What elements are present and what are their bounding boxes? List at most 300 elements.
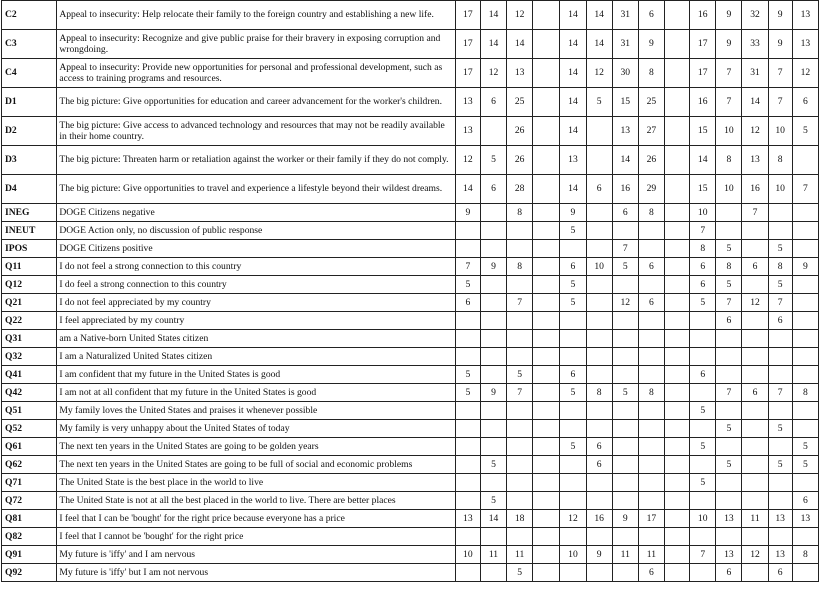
table-row (2, 492, 819, 510)
value-cell: 5 (480, 492, 506, 510)
row-description: I am not at all confident that my future in the United States is good (57, 384, 455, 402)
value-cell: 8 (768, 258, 792, 276)
value-cell (665, 492, 690, 510)
value-cell: 13 (455, 117, 480, 146)
value-cell: 8 (716, 258, 742, 276)
value-cell (612, 420, 638, 438)
value-cell (665, 88, 690, 117)
value-cell: 31 (612, 1, 638, 30)
value-cell (665, 222, 690, 240)
value-cell: 6 (792, 492, 818, 510)
value-cell (638, 222, 664, 240)
value-cell: 10 (768, 175, 792, 204)
value-cell (533, 204, 560, 222)
value-cell (665, 240, 690, 258)
value-cell (638, 402, 664, 420)
value-cell: 9 (638, 30, 664, 59)
row-description: I feel that I cannot be 'bought' for the right price (57, 528, 455, 546)
row-description: My future is 'iffy' but I am not nervous (57, 564, 455, 582)
value-cell (455, 312, 480, 330)
value-cell (533, 402, 560, 420)
value-cell (586, 240, 612, 258)
value-cell (742, 564, 768, 582)
value-cell (716, 330, 742, 348)
table-row (2, 438, 819, 456)
value-cell: 5 (716, 240, 742, 258)
value-cell: 11 (742, 510, 768, 528)
value-cell (665, 348, 690, 366)
table-row (2, 420, 819, 438)
row-description: Appeal to insecurity: Help relocate their family to the foreign country and establishing a new life. (57, 1, 455, 30)
value-cell (586, 474, 612, 492)
value-cell: 10 (716, 175, 742, 204)
value-cell (560, 492, 586, 510)
value-cell (716, 402, 742, 420)
value-cell (768, 348, 792, 366)
row-description: am a Native-born United States citizen (57, 330, 455, 348)
value-cell (586, 528, 612, 546)
value-cell: 13 (716, 510, 742, 528)
value-cell (742, 438, 768, 456)
table-row (2, 276, 819, 294)
value-cell (690, 312, 716, 330)
value-cell: 6 (638, 1, 664, 30)
value-cell: 6 (455, 294, 480, 312)
row-code: Q21 (2, 294, 57, 312)
value-cell (480, 402, 506, 420)
table-body (2, 1, 819, 582)
value-cell: 12 (586, 59, 612, 88)
value-cell: 6 (480, 175, 506, 204)
value-cell (560, 420, 586, 438)
table-row (2, 1, 819, 30)
row-description: The big picture: Threaten harm or retaliation against the worker or their family if they do not comply. (57, 146, 455, 175)
value-cell: 5 (792, 438, 818, 456)
value-cell: 7 (690, 546, 716, 564)
value-cell (533, 1, 560, 30)
value-cell (507, 474, 533, 492)
value-cell: 5 (455, 276, 480, 294)
value-cell (690, 492, 716, 510)
value-cell: 26 (638, 146, 664, 175)
value-cell (533, 384, 560, 402)
value-cell: 13 (792, 510, 818, 528)
value-cell (716, 204, 742, 222)
value-cell (455, 420, 480, 438)
row-code: D1 (2, 88, 57, 117)
value-cell (560, 240, 586, 258)
value-cell: 16 (742, 175, 768, 204)
value-cell: 8 (792, 384, 818, 402)
value-cell: 7 (742, 204, 768, 222)
value-cell (480, 366, 506, 384)
value-cell (533, 492, 560, 510)
value-cell: 12 (742, 117, 768, 146)
value-cell: 6 (690, 276, 716, 294)
value-cell (742, 348, 768, 366)
value-cell: 5 (690, 474, 716, 492)
value-cell (480, 276, 506, 294)
value-cell (480, 117, 506, 146)
value-cell: 6 (586, 438, 612, 456)
value-cell: 9 (716, 30, 742, 59)
table-row (2, 312, 819, 330)
row-description: I do not feel a strong connection to this country (57, 258, 455, 276)
value-cell (455, 492, 480, 510)
value-cell (533, 146, 560, 175)
value-cell: 15 (690, 175, 716, 204)
value-cell (665, 546, 690, 564)
value-cell (792, 312, 818, 330)
row-code: Q72 (2, 492, 57, 510)
value-cell: 9 (455, 204, 480, 222)
value-cell (768, 222, 792, 240)
value-cell: 6 (586, 456, 612, 474)
value-cell: 10 (560, 546, 586, 564)
row-code: INEUT (2, 222, 57, 240)
value-cell: 5 (455, 366, 480, 384)
value-cell (665, 276, 690, 294)
value-cell (638, 492, 664, 510)
value-cell: 13 (742, 146, 768, 175)
value-cell (638, 312, 664, 330)
value-cell: 12 (507, 1, 533, 30)
value-cell (792, 528, 818, 546)
value-cell: 17 (455, 30, 480, 59)
value-cell: 16 (612, 175, 638, 204)
value-cell (665, 294, 690, 312)
value-cell: 8 (716, 146, 742, 175)
value-cell (665, 1, 690, 30)
value-cell (665, 528, 690, 546)
value-cell: 6 (612, 204, 638, 222)
value-cell: 7 (792, 175, 818, 204)
value-cell: 7 (507, 294, 533, 312)
row-code: Q71 (2, 474, 57, 492)
value-cell: 6 (690, 366, 716, 384)
value-cell (665, 175, 690, 204)
value-cell (742, 456, 768, 474)
value-cell (586, 366, 612, 384)
value-cell (560, 312, 586, 330)
value-cell: 14 (480, 1, 506, 30)
value-cell (533, 348, 560, 366)
value-cell (768, 528, 792, 546)
value-cell: 5 (560, 438, 586, 456)
value-cell (742, 366, 768, 384)
value-cell (586, 420, 612, 438)
value-cell: 5 (507, 366, 533, 384)
value-cell (560, 402, 586, 420)
value-cell (533, 510, 560, 528)
value-cell: 5 (560, 276, 586, 294)
value-cell: 8 (768, 146, 792, 175)
value-cell (742, 240, 768, 258)
value-cell: 5 (792, 456, 818, 474)
value-cell: 5 (612, 258, 638, 276)
row-description: DOGE Citizens positive (57, 240, 455, 258)
table-row (2, 146, 819, 175)
value-cell (533, 366, 560, 384)
value-cell: 5 (586, 88, 612, 117)
value-cell (586, 146, 612, 175)
value-cell: 5 (768, 240, 792, 258)
value-cell (665, 384, 690, 402)
value-cell: 6 (742, 258, 768, 276)
value-cell (560, 528, 586, 546)
value-cell: 17 (690, 59, 716, 88)
value-cell: 5 (768, 456, 792, 474)
row-code: Q32 (2, 348, 57, 366)
value-cell: 6 (480, 88, 506, 117)
value-cell: 9 (792, 258, 818, 276)
row-description: My future is 'iffy' and I am nervous (57, 546, 455, 564)
value-cell (638, 528, 664, 546)
value-cell (665, 456, 690, 474)
value-cell: 9 (560, 204, 586, 222)
value-cell (533, 456, 560, 474)
value-cell: 12 (612, 294, 638, 312)
value-cell: 33 (742, 30, 768, 59)
value-cell: 18 (507, 510, 533, 528)
value-cell (586, 402, 612, 420)
value-cell (480, 420, 506, 438)
value-cell: 6 (716, 564, 742, 582)
value-cell: 5 (455, 384, 480, 402)
value-cell: 27 (638, 117, 664, 146)
value-cell: 7 (716, 59, 742, 88)
row-description: I do not feel appreciated by my country (57, 294, 455, 312)
value-cell: 7 (612, 240, 638, 258)
value-cell (742, 420, 768, 438)
value-cell: 6 (792, 88, 818, 117)
value-cell: 13 (716, 546, 742, 564)
value-cell (586, 294, 612, 312)
value-cell: 5 (716, 276, 742, 294)
value-cell: 13 (455, 510, 480, 528)
value-cell (612, 528, 638, 546)
value-cell (665, 474, 690, 492)
row-code: Q22 (2, 312, 57, 330)
value-cell: 6 (742, 384, 768, 402)
value-cell: 7 (768, 384, 792, 402)
row-code: Q91 (2, 546, 57, 564)
value-cell: 5 (480, 146, 506, 175)
value-cell (533, 330, 560, 348)
value-cell: 6 (560, 366, 586, 384)
table-row (2, 510, 819, 528)
value-cell (690, 384, 716, 402)
value-cell: 16 (690, 88, 716, 117)
value-cell (560, 456, 586, 474)
row-code: Q51 (2, 402, 57, 420)
value-cell (612, 366, 638, 384)
value-cell (533, 528, 560, 546)
value-cell (768, 204, 792, 222)
value-cell (507, 222, 533, 240)
value-cell (480, 528, 506, 546)
value-cell (507, 420, 533, 438)
row-code: C2 (2, 1, 57, 30)
value-cell (586, 222, 612, 240)
value-cell (586, 204, 612, 222)
value-cell (560, 564, 586, 582)
value-cell: 14 (742, 88, 768, 117)
value-cell (742, 276, 768, 294)
row-description: I do feel a strong connection to this country (57, 276, 455, 294)
value-cell (480, 240, 506, 258)
value-cell (560, 330, 586, 348)
value-cell: 16 (586, 510, 612, 528)
value-cell (742, 474, 768, 492)
table-row (2, 546, 819, 564)
value-cell: 13 (612, 117, 638, 146)
value-cell (638, 348, 664, 366)
value-cell (612, 564, 638, 582)
row-code: C4 (2, 59, 57, 88)
value-cell: 30 (612, 59, 638, 88)
value-cell: 11 (638, 546, 664, 564)
value-cell: 7 (768, 59, 792, 88)
row-code: Q11 (2, 258, 57, 276)
value-cell: 13 (768, 546, 792, 564)
value-cell: 8 (586, 384, 612, 402)
value-cell (455, 240, 480, 258)
value-cell: 5 (690, 438, 716, 456)
value-cell: 13 (507, 59, 533, 88)
value-cell: 7 (716, 384, 742, 402)
value-cell (533, 258, 560, 276)
value-cell: 14 (507, 30, 533, 59)
value-cell (665, 30, 690, 59)
value-cell: 12 (742, 294, 768, 312)
value-cell: 9 (612, 510, 638, 528)
value-cell (742, 330, 768, 348)
row-code: Q42 (2, 384, 57, 402)
value-cell (638, 438, 664, 456)
value-cell (560, 474, 586, 492)
value-cell: 10 (716, 117, 742, 146)
value-cell (768, 366, 792, 384)
value-cell: 32 (742, 1, 768, 30)
value-cell: 6 (638, 258, 664, 276)
value-cell (768, 474, 792, 492)
value-cell (792, 294, 818, 312)
value-cell: 10 (768, 117, 792, 146)
value-cell (560, 348, 586, 366)
value-cell (612, 222, 638, 240)
value-cell (792, 564, 818, 582)
value-cell: 8 (507, 204, 533, 222)
row-code: Q82 (2, 528, 57, 546)
value-cell (638, 330, 664, 348)
row-code: D4 (2, 175, 57, 204)
value-cell (480, 294, 506, 312)
value-cell (792, 420, 818, 438)
value-cell: 5 (690, 294, 716, 312)
value-cell (792, 348, 818, 366)
value-cell: 6 (560, 258, 586, 276)
value-cell (792, 240, 818, 258)
value-cell: 16 (690, 1, 716, 30)
value-cell (716, 366, 742, 384)
table-row (2, 366, 819, 384)
value-cell (665, 564, 690, 582)
row-description: I feel that I can be 'bought' for the right price because everyone has a price (57, 510, 455, 528)
value-cell (533, 474, 560, 492)
value-cell (480, 330, 506, 348)
value-cell (665, 117, 690, 146)
value-cell (665, 330, 690, 348)
value-cell (455, 474, 480, 492)
table-row (2, 348, 819, 366)
row-description: I am confident that my future in the United States is good (57, 366, 455, 384)
value-cell (792, 146, 818, 175)
value-cell: 8 (690, 240, 716, 258)
value-cell (612, 276, 638, 294)
value-cell: 9 (768, 1, 792, 30)
value-cell (768, 402, 792, 420)
value-cell (612, 312, 638, 330)
value-cell: 7 (768, 88, 792, 117)
value-cell (665, 59, 690, 88)
value-cell (507, 240, 533, 258)
row-description: Appeal to insecurity: Provide new opportunities for personal and professional development, such as access to training programs and resources. (57, 59, 455, 88)
value-cell (792, 366, 818, 384)
row-description: I am a Naturalized United States citizen (57, 348, 455, 366)
table-row (2, 564, 819, 582)
table-row (2, 474, 819, 492)
table-row (2, 117, 819, 146)
value-cell (507, 456, 533, 474)
value-cell: 29 (638, 175, 664, 204)
row-code: Q31 (2, 330, 57, 348)
value-cell: 28 (507, 175, 533, 204)
value-cell (638, 240, 664, 258)
value-cell (455, 528, 480, 546)
value-cell (792, 276, 818, 294)
value-cell: 7 (455, 258, 480, 276)
row-code: D2 (2, 117, 57, 146)
value-cell (768, 330, 792, 348)
value-cell: 17 (455, 1, 480, 30)
value-cell: 7 (716, 294, 742, 312)
value-cell (665, 366, 690, 384)
value-cell: 12 (792, 59, 818, 88)
value-cell (638, 420, 664, 438)
value-cell (665, 420, 690, 438)
value-cell: 15 (612, 88, 638, 117)
row-description: The big picture: Give access to advanced technology and resources that may not be readily available in their home country. (57, 117, 455, 146)
value-cell (612, 474, 638, 492)
value-cell (455, 456, 480, 474)
value-cell: 13 (560, 146, 586, 175)
row-code: Q12 (2, 276, 57, 294)
table-row (2, 294, 819, 312)
value-cell (533, 59, 560, 88)
value-cell: 11 (480, 546, 506, 564)
value-cell (455, 564, 480, 582)
value-cell: 5 (560, 384, 586, 402)
value-cell (742, 528, 768, 546)
value-cell (742, 402, 768, 420)
value-cell: 5 (480, 456, 506, 474)
value-cell (533, 30, 560, 59)
value-cell: 7 (690, 222, 716, 240)
value-cell (507, 330, 533, 348)
value-cell (792, 474, 818, 492)
value-cell (507, 438, 533, 456)
